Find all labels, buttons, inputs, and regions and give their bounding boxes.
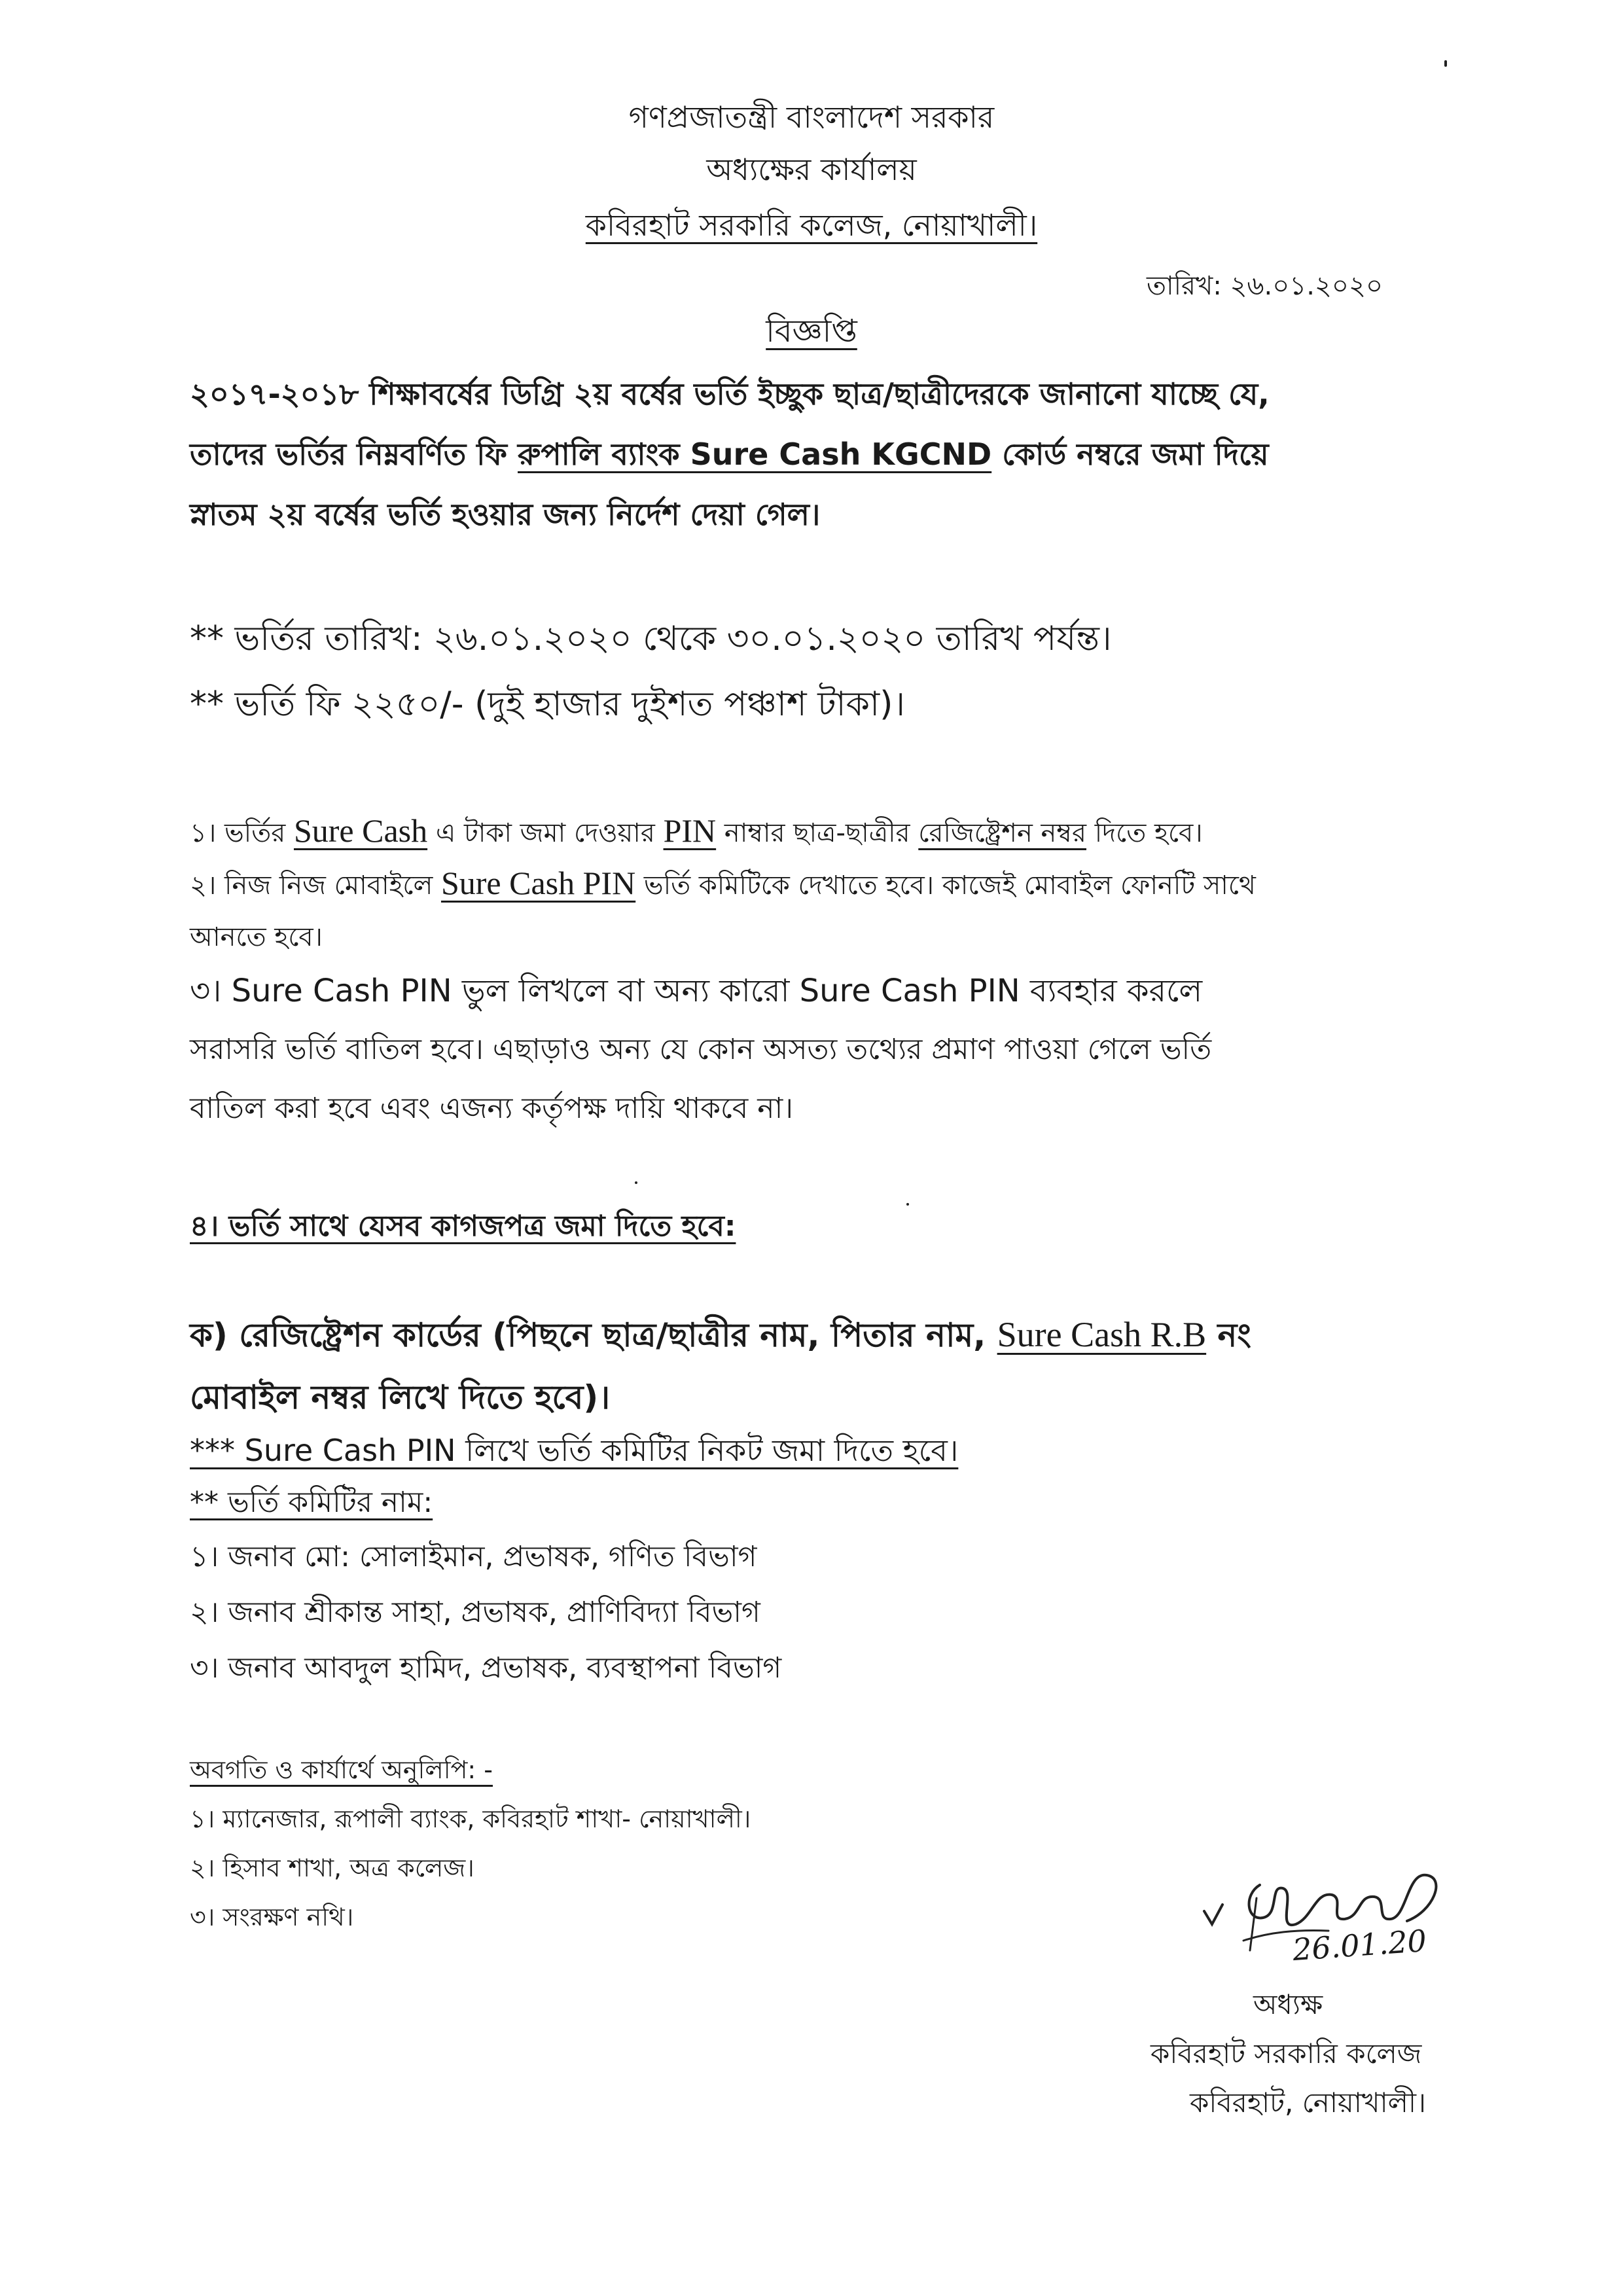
committee-member: ৩। জনাব আবদুল হামিদ, প্রভাষক, ব্যবস্থাপনা বিভাগ — [190, 1651, 782, 1685]
bank-code: রুপালি ব্যাংক Sure Cash KGCND — [518, 437, 992, 472]
rule-1-surecash: Sure Cash — [293, 812, 428, 849]
documents-item-ka-line-2: মোবাইল নম্বর লিখে দিতে হবে)। — [190, 1378, 611, 1416]
college-name — [0, 203, 1623, 253]
copy-item: ১। ম্যানেজার, রূপালী ব্যাংক, কবিরহাট শাখা- নোয়াখালী। — [190, 1804, 751, 1833]
rule-1-e: নাম্বার ছাত্র-ছাত্রীর — [716, 818, 919, 848]
ka-part-a: ক) রেজিষ্ট্রেশন কার্ডের (পিছনে ছাত্র/ছাত্রীর নাম, পিতার নাম, — [190, 1316, 997, 1354]
signature-date: 26.01.20 — [1291, 1922, 1428, 1968]
rule-1-c: এ টাকা জমা দেওয়ার — [427, 818, 664, 848]
office-name: অধ্যক্ষের কার্যালয় — [706, 152, 917, 187]
signatory-designation: অধ্যক্ষ — [1253, 1988, 1323, 2020]
rule-2-c: ভর্তি কমিটিকে দেখাতে হবে। কাজেই মোবাইল ফোনটি সাথে — [635, 870, 1256, 901]
signatory-place: কবিরহাট, নোয়াখালী। — [1190, 2087, 1427, 2119]
admission-fee-line: ** ভর্তি ফি ২২৫০/- (দুই হাজার দুইশত পঞ্চাশ টাকা)। — [190, 685, 905, 724]
rule-2-pin: Sure Cash PIN — [440, 865, 636, 901]
admission-date-line: ** ভর্তির তারিখ: ২৬.০১.২০২০ থেকে ৩০.০১.২০২০ তারিখ পর্যন্ত। — [190, 619, 1112, 658]
intro-line-2-post: কোর্ড নম্বরে জমা দিয়ে — [991, 437, 1269, 472]
notice-title-text: বিজ্ঞপ্তি — [766, 313, 857, 350]
government-name: গণপ্রজাতন্ত্রী বাংলাদেশ সরকার — [628, 99, 995, 135]
pin-note — [190, 1428, 958, 1478]
rule-2-a: ২। নিজ নিজ মোবাইলে — [190, 870, 441, 901]
committee-member: ১। জনাব মো: সোলাইমান, প্রভাষক, গণিত বিভাগ — [190, 1540, 757, 1573]
ka-surecash-rb: Sure Cash R.B — [997, 1315, 1207, 1354]
documents-item-ka-line-1 — [190, 1311, 1251, 1365]
scan-speck — [906, 1203, 909, 1206]
signatory-college: কবিরহাট সরকারি কলেজ — [1150, 2037, 1422, 2070]
documents-heading-text: ৪। ভর্তি সাথে যেসব কাগজপত্র জমা দিতে হবে: — [190, 1210, 736, 1243]
notice-date: তারিখ: ২৬.০১.২০২০ — [1147, 271, 1383, 301]
rule-1-pin: PIN — [663, 812, 717, 849]
rule-1 — [190, 812, 1203, 856]
rule-3-line-2: সরাসরি ভর্তি বাতিল হবে। এছাড়াও অন্য যে কোন অসত্য তথ্যের প্রমাণ পাওয়া গেলে ভর্তি — [190, 1033, 1212, 1066]
committee-heading — [190, 1480, 433, 1528]
committee-member: ২। জনাব শ্রীকান্ত সাহা, প্রভাষক, প্রাণিবিদ্যা বিভাগ — [190, 1596, 760, 1629]
copy-item: ২। হিসাব শাখা, অত্র কলেজ। — [190, 1854, 474, 1882]
scan-speck — [635, 1181, 637, 1184]
notice-title — [0, 308, 1623, 359]
rule-1-g: দিতে হবে। — [1086, 818, 1203, 848]
copy-heading-text: অবগতি ও কার্যার্থে অনুলিপি: - — [190, 1755, 493, 1784]
rule-3-line-1: ৩। Sure Cash PIN ভুল লিখলে বা অন্য কারো Sure Cash PIN ব্যবহার করলে — [190, 973, 1203, 1009]
rule-1-a: ১। ভর্তির — [190, 818, 294, 848]
scan-speck — [1444, 60, 1447, 67]
pin-note-text: *** Sure Cash PIN লিখে ভর্তি কমিটির নিকট জমা দিতে হবে। — [190, 1433, 959, 1468]
intro-line-1: ২০১৭-২০১৮ শিক্ষাবর্ষের ডিগ্রি ২য় বর্ষের ভর্তি ইচ্ছুক ছাত্র/ছাত্রীদেরকে জানানো যাচ্ছে যে, — [190, 376, 1270, 412]
rule-3-line-3: বাতিল করা হবে এবং এজন্য কর্তৃপক্ষ দায়ি থাকবে না। — [190, 1092, 793, 1125]
rule-2 — [190, 864, 1256, 908]
committee-heading-text: ** ভর্তি কমিটির নাম: — [190, 1486, 433, 1519]
rule-2-cont: আনতে হবে। — [190, 922, 323, 952]
copy-item: ৩। সংরক্ষণ নথি। — [190, 1903, 354, 1931]
intro-line-3: স্নাতম ২য় বর্ষের ভর্তি হওয়ার জন্য নির্দেশ দেয়া গেল। — [190, 497, 821, 532]
copy-heading — [190, 1751, 493, 1793]
rule-1-registration: রেজিষ্ট্রেশন নম্বর — [918, 818, 1086, 848]
college-name-text: কবিরহাট সরকারি কলেজ, নোয়াখালী। — [585, 207, 1038, 243]
intro-line-2-pre: তাদের ভর্তির নিম্নবর্ণিত ফি — [190, 437, 518, 472]
intro-line-2 — [190, 432, 1269, 482]
documents-heading — [190, 1204, 736, 1252]
ka-part-c: নং — [1206, 1316, 1251, 1354]
